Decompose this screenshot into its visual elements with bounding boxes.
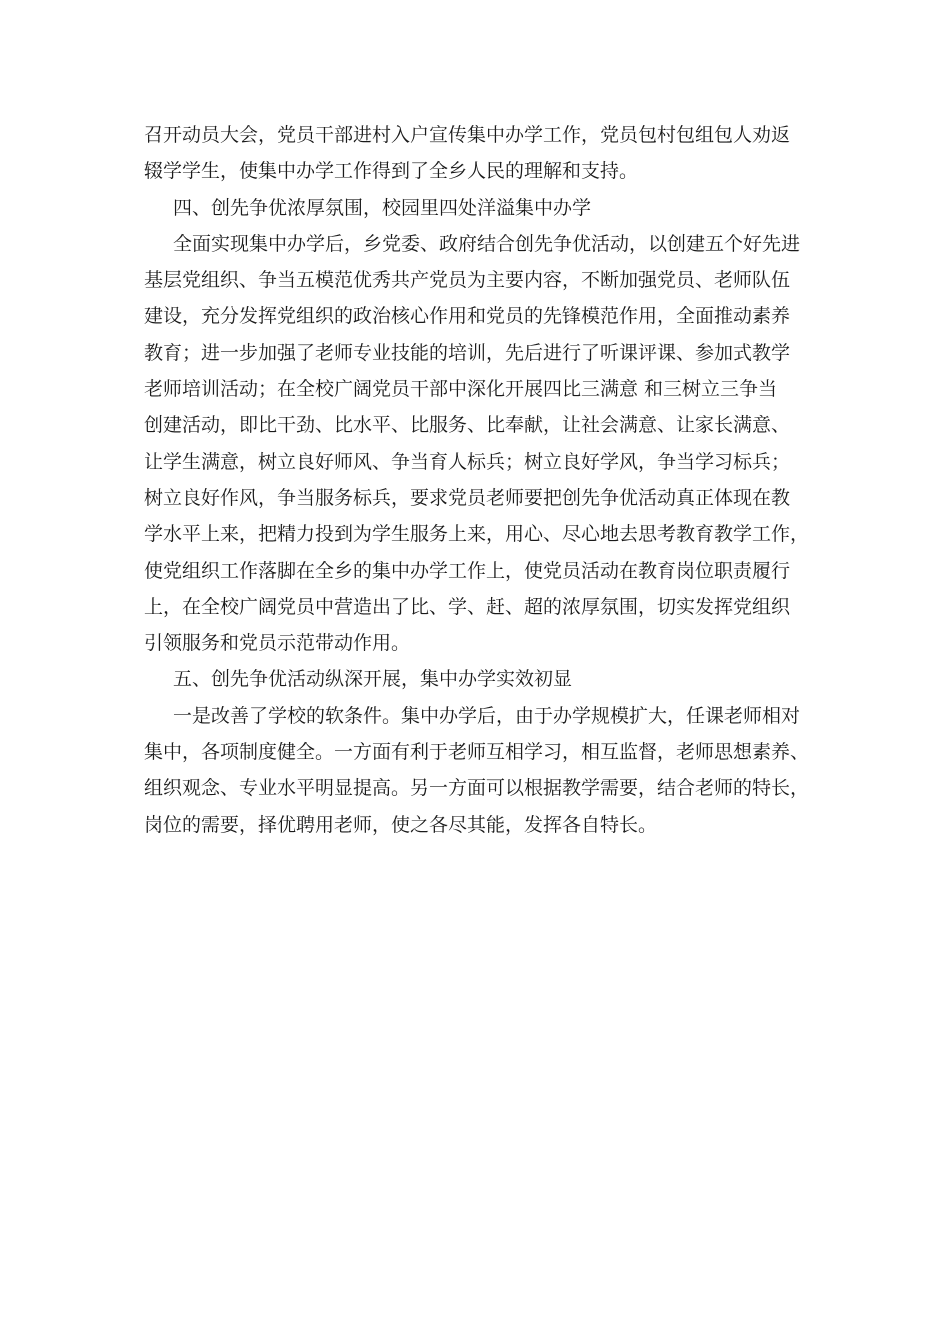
text-line: 上，在全校广阔党员中营造出了比、学、赶、超的浓厚氛围，切实发挥党组织	[144, 595, 791, 618]
section-heading-4: 四、创先争优浓厚氛围，校园里四处洋溢集中办学	[173, 196, 592, 219]
text-line: 集中，各项制度健全。一方面有利于老师互相学习，相互监督，老师思想素养、	[144, 741, 810, 764]
text-line: 让学生满意，树立良好师风、争当育人标兵；树立良好学风，争当学习标兵；	[144, 450, 791, 473]
text-line: 使党组织工作落脚在全乡的集中办学工作上，使党员活动在教育岗位职责履行	[144, 559, 791, 582]
document-body	[144, 117, 808, 843]
text-line: 建设，充分发挥党组织的政治核心作用和党员的先锋模范作用，全面推动素养	[144, 305, 791, 328]
text-line: 树立良好作风，争当服务标兵，要求党员老师要把创先争优活动真正体现在教	[144, 486, 791, 509]
text-line: 组织观念、专业水平明显提高。另一方面可以根据教学需要，结合老师的特长，	[144, 777, 810, 800]
text-line: 基层党组织、争当五模范优秀共产党员为主要内容，不断加强党员、老师队伍	[144, 269, 791, 292]
section-heading-5: 五、创先争优活动纵深开展，集中办学实效初显	[173, 668, 573, 691]
text-line: 引领服务和党员示范带动作用。	[144, 632, 411, 655]
text-line: 创建活动，即比干劲、比水平、比服务、比奉献，让社会满意、让家长满意、	[144, 414, 791, 437]
text-line: 教育；进一步加强了老师专业技能的培训，先后进行了听课评课、参加式教学	[144, 341, 791, 364]
text-line: 召开动员大会，党员干部进村入户宣传集中办学工作，党员包村包组包人劝返	[144, 124, 791, 146]
text-line: 岗位的需要，择优聘用老师，使之各尽其能，发挥各自特长。	[144, 813, 658, 836]
text-line: 学水平上来，把精力投到为学生服务上来，用心、尽心地去思考教育教学工作，	[144, 523, 810, 546]
text-line: 全面实现集中办学后，乡党委、政府结合创先争优活动，以创建五个好先进	[173, 232, 801, 255]
text-line: 一是改善了学校的软条件。集中办学后，由于办学规模扩大，任课老师相对	[173, 704, 801, 727]
text-line: 辍学学生，使集中办学工作得到了全乡人民的理解和支持。	[144, 160, 639, 183]
text-line: 老师培训活动；在全校广阔党员干部中深化开展四比三满意 和三树立三争当	[144, 378, 778, 401]
